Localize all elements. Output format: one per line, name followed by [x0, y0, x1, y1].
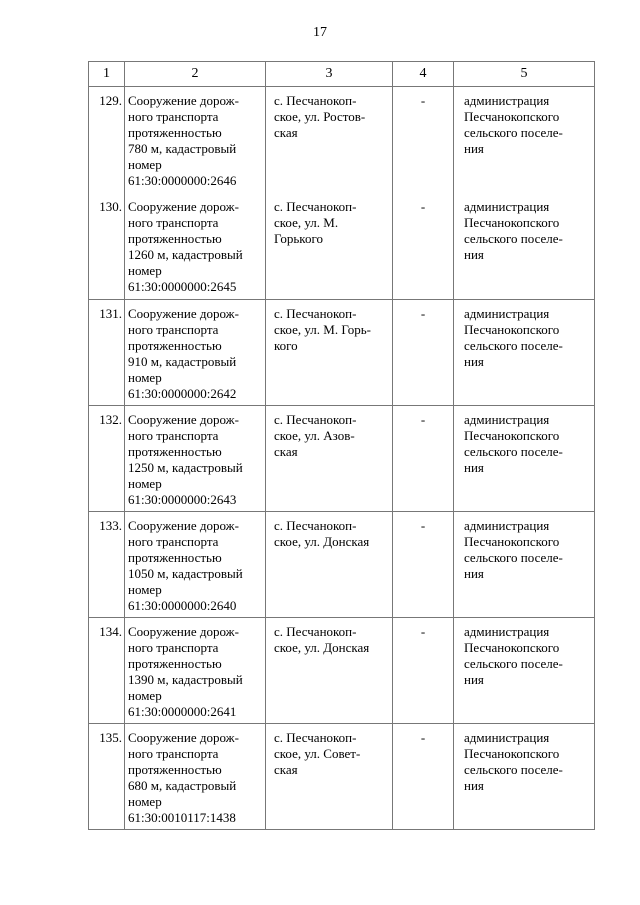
- column-header-1: 1: [89, 62, 125, 87]
- table-row: [89, 618, 595, 724]
- column-header-4: 4: [393, 62, 454, 87]
- object-address: с. Песчанокоп- ское, ул. М. Горького: [274, 198, 357, 246]
- row-number: 135.: [89, 724, 125, 830]
- column-4-value: -: [393, 618, 454, 724]
- object-description: Сооружение дорож- ного транспорта протяженностью 680 м, кадастровый номер 61:30:0010117:1438: [128, 730, 239, 825]
- owner-name: администрация Песчанокопского сельского поселе- ния: [464, 306, 563, 369]
- table-row: [89, 300, 595, 406]
- row-number: 132.: [89, 406, 125, 512]
- row-number: 129.: [89, 87, 125, 193]
- row-number: 131.: [89, 300, 125, 406]
- owner-name: администрация Песчанокопского сельского поселе- ния: [464, 412, 563, 475]
- column-header-3: 3: [266, 62, 393, 87]
- column-4-value: -: [393, 87, 454, 193]
- object-description: Сооружение дорож- ного транспорта протяженностью 1260 м, кадастровый номер 61:30:0000000:2645: [128, 198, 243, 294]
- column-4-value: -: [393, 724, 454, 830]
- registry-table: [88, 61, 595, 830]
- table-row: [89, 87, 595, 193]
- object-address: с. Песчанокоп- ское, ул. Азов- ская: [274, 412, 357, 459]
- row-number: 134.: [89, 618, 125, 724]
- object-address: с. Песчанокоп- ское, ул. Донская: [274, 518, 370, 549]
- object-description: Сооружение дорож- ного транспорта протяженностью 910 м, кадастровый номер 61:30:0000000:2642: [128, 306, 239, 401]
- object-address: с. Песчанокоп- ское, ул. Донская: [274, 624, 370, 655]
- table-header-row: [89, 62, 595, 87]
- table-row: [89, 406, 595, 512]
- owner-name: администрация Песчанокопского сельского поселе- ния: [464, 93, 563, 156]
- table-row: [89, 193, 595, 300]
- object-address: с. Песчанокоп- ское, ул. М. Горь- кого: [274, 306, 371, 353]
- column-4-value: -: [393, 193, 454, 300]
- column-header-5: 5: [454, 62, 595, 87]
- owner-name: администрация Песчанокопского сельского поселе- ния: [464, 518, 563, 581]
- owner-name: администрация Песчанокопского сельского поселе- ния: [464, 730, 563, 793]
- owner-name: администрация Песчанокопского сельского поселе- ния: [464, 198, 563, 262]
- owner-name: администрация Песчанокопского сельского поселе- ния: [464, 624, 563, 687]
- object-description: Сооружение дорож- ного транспорта протяженностью 1050 м, кадастровый номер 61:30:0000000:2640: [128, 518, 243, 613]
- object-description: Сооружение дорож- ного транспорта протяженностью 1250 м, кадастровый номер 61:30:0000000:2643: [128, 412, 243, 507]
- column-4-value: -: [393, 300, 454, 406]
- column-header-2: 2: [125, 62, 266, 87]
- object-description: Сооружение дорож- ного транспорта протяженностью 780 м, кадастровый номер 61:30:0000000:2646: [128, 93, 239, 188]
- column-4-value: -: [393, 512, 454, 618]
- column-4-value: -: [393, 406, 454, 512]
- object-address: с. Песчанокоп- ское, ул. Ростов- ская: [274, 93, 366, 140]
- row-number: 130.: [89, 193, 125, 300]
- table-row: [89, 512, 595, 618]
- table-row: [89, 724, 595, 830]
- object-description: Сооружение дорож- ного транспорта протяженностью 1390 м, кадастровый номер 61:30:0000000:2641: [128, 624, 243, 719]
- row-number: 133.: [89, 512, 125, 618]
- object-address: с. Песчанокоп- ское, ул. Совет- ская: [274, 730, 361, 777]
- page-number: 17: [313, 25, 327, 40]
